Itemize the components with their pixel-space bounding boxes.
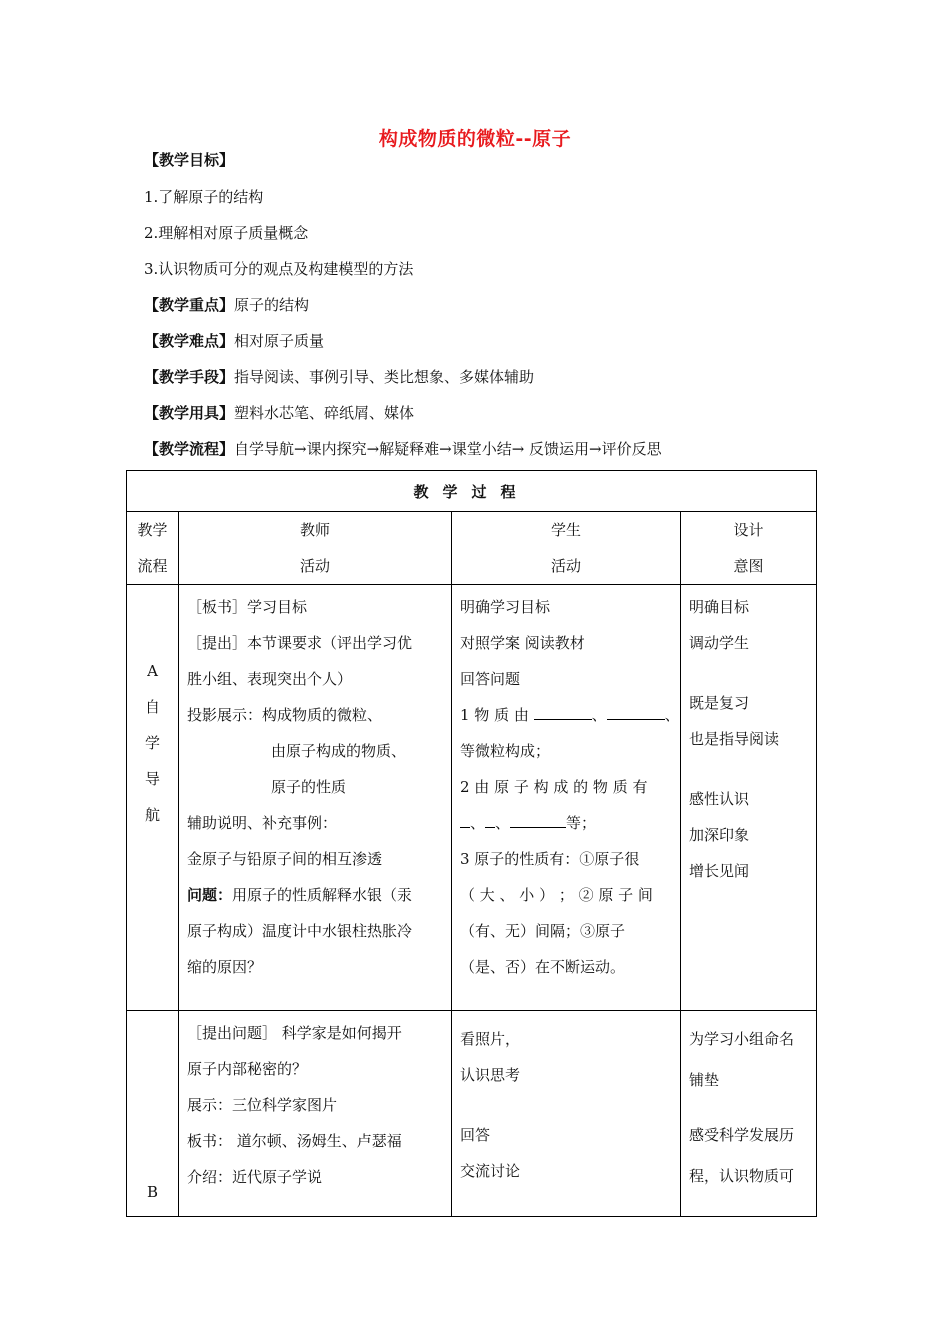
objective-item: 3.认识物质可分的观点及构建模型的方法 (144, 260, 414, 278)
field-difficulty: 【教学难点】相对原子质量 (144, 332, 325, 350)
page-title: 构成物质的微粒--原子 (378, 128, 572, 150)
teacher-activity-a: ［板书］学习目标 ［提出］本节课要求（评出学习优 胜小组、表现突出个人） 投影展示：构成物质的微粒、 由原子构成的物质、 原子的性质 辅助说明、补充事例： 金原子与铅原子间的相互渗透 问题：用原子的性质解释水银（汞 原子构成）温度计中水银柱热胀冷 缩的原因？ (179, 585, 452, 1011)
objective-item: 1.了解原子的结构 (144, 188, 264, 206)
field-methods: 【教学手段】指导阅读、事例引导、类比想象、多媒体辅助 (144, 368, 535, 386)
objective-item: 2.理解相对原子质量概念 (144, 224, 309, 242)
objectives-heading: 【教学目标】 (144, 151, 235, 169)
col-header-student: 学生 活动 (452, 512, 681, 585)
student-activity-a: 明确学习目标 对照学案 阅读教材 回答问题 1 物 质 由 、 、 等微粒构成； 2 由 原 子 构 成 的 物 质 有 、 、 等； 3 原子的性质有：①原子很 （ 大 、 小 ） ； ② 原 子 间 （有、无）间隔；③原子 （是、否）在不断运动。 (452, 585, 681, 1011)
teacher-activity-b: ［提出问题］ 科学家是如何揭开 原子内部秘密的？ 展示：三位科学家图片 板书： 道尔顿、汤姆生、卢瑟福 介绍：近代原子学说 (179, 1011, 452, 1217)
table-header: 教学过程 (127, 471, 817, 512)
col-header-stage: 教学 流程 (127, 512, 179, 585)
col-header-teacher: 教师 活动 (179, 512, 452, 585)
teaching-process-table (126, 470, 817, 1217)
design-intent-a: 明确目标 调动学生 既是复习 也是指导阅读 感性认识 加深印象 增长见闻 (681, 585, 817, 1011)
design-intent-b: 为学习小组命名 铺垫 感受科学发展历 程，认识物质可 (681, 1011, 817, 1217)
stage-a: A 自 学 导 航 (127, 585, 179, 1011)
student-activity-b: 看照片， 认识思考 回答 交流讨论 (452, 1011, 681, 1217)
col-header-intent: 设计 意图 (681, 512, 817, 585)
stage-b: B (127, 1011, 179, 1217)
field-key-point: 【教学重点】原子的结构 (144, 296, 310, 314)
field-tools: 【教学用具】塑料水芯笔、碎纸屑、媒体 (144, 404, 415, 422)
field-flow: 【教学流程】自学导航→课内探究→解疑释难→课堂小结→ 反馈运用→评价反思 (144, 440, 662, 458)
